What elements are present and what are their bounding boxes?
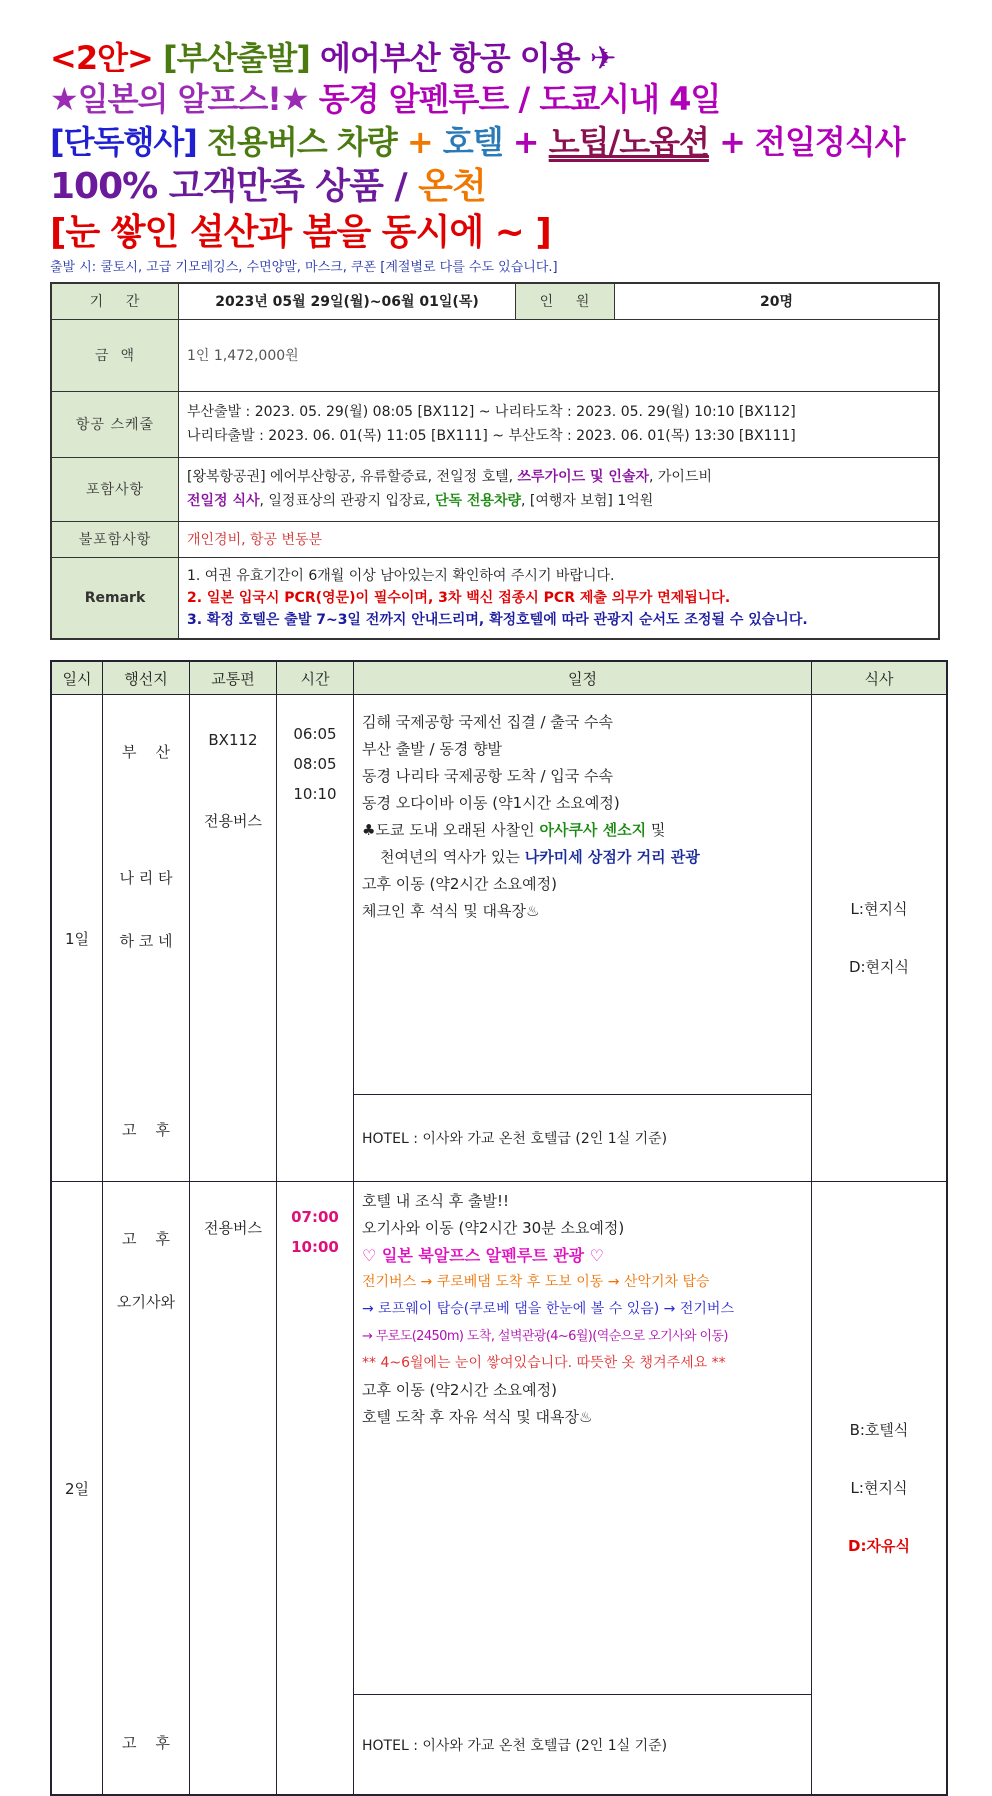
headline-hotel: 호텔 [442,123,503,161]
day2-places: 고 후 오기사와 고 후 [103,1182,190,1796]
period-label: 기 간 [51,283,179,319]
exclude-value: 개인경비, 항공 변동분 [179,521,940,557]
headline-notip: 노팁/노옵션 [548,123,709,161]
headline-5: [눈 쌓인 설산과 봄을 동시에 ~ ] [50,212,551,253]
include-label: 포함사항 [51,457,179,521]
headline-onsen: 온천 [418,166,486,207]
headline-1 [50,38,950,78]
headline-alps: ★일본의 알프스!★ [50,80,309,118]
info-table [50,282,940,640]
remark-3: 3. 확정 호텔은 출발 7~3일 전까지 안내드리며, 확정호텔에 따라 관광지 순서도 조정될 수 있습니다. [187,611,808,628]
headline-option: <2안> [50,39,153,77]
flight-return: 나리타출발 : 2023. 06. 01(목) 11:05 [BX111] ~ 부산도착 : 2023. 06. 01(목) 13:30 [BX111] [187,428,796,444]
day2-hotel: HOTEL : 이사와 가교 온천 호텔급 (2인 1실 기준) [354,1695,812,1795]
day1-plan: 김해 국제공항 국제선 집결 / 출국 수속 부산 출발 / 동경 향발 동경 나리타 국제공항 도착 / 입국 수속 동경 오다이바 이동 (약1시간 소요예정) ♣도쿄 도내 오래된 사찰인 아사쿠사 센소지 및 천여년의 역사가 있는 나카미세 상점가 거리 관광 고후 이동 (약2시간 소요예정) 체크인 후 석식 및 대욕장♨ [354,695,812,1095]
day1-times: 06:05 08:05 10:10 [277,695,354,1182]
headline-private: [단독행사] [50,123,197,161]
day2-times: 07:00 10:00 [277,1182,354,1796]
day1-meals: L:현지식 D:현지식 [812,695,948,1182]
col-transport: 교통편 [190,661,277,695]
headline-3: [단독행사] 전용버스 차량 + 호텔 + 노팁/노옵션 + 전일정식사 [50,123,905,161]
flight-schedule [179,391,940,457]
people-value: 20명 [615,283,940,319]
include-value: [왕복항공권] 에어부산항공, 유류할증료, 전일정 호텔, 쓰루가이드 및 인솔자, 가이드비 전일정 식사, 일정표상의 관광지 입장료, 단독 전용차량, [여행자 보험] 1억원 [179,457,940,521]
col-destination: 행선지 [103,661,190,695]
flight-outbound: 부산출발 : 2023. 05. 29(월) 08:05 [BX112] ~ 나리타도착 : 2023. 05. 29(월) 10:10 [BX112] [187,404,796,420]
col-date: 일시 [51,661,103,695]
headline-airline: 에어부산 항공 이용 ✈ [320,39,616,77]
headline-bus: 전용버스 차량 [207,123,397,161]
headline-meals: 전일정식사 [755,123,905,161]
day1-places: 부 산 나 리 타 하 코 네 고 후 [103,695,190,1182]
day1-transport: BX112 전용버스 [190,695,277,1182]
remark-label: Remark [51,557,179,639]
day2-label: 2일 [51,1182,103,1796]
price-label: 금 액 [51,319,179,391]
headline-tour-name: 동경 알펜루트 / 도쿄시내 4일 [318,80,721,118]
col-plan: 일정 [354,661,812,695]
price-value: 1인 1,472,000원 [179,319,940,391]
col-time: 시간 [277,661,354,695]
col-meal: 식사 [812,661,948,695]
remark-1: 1. 여권 유효기간이 6개월 이상 남아있는지 확인하여 주시기 바랍니다. [187,567,615,584]
day1-label: 1일 [51,695,103,1182]
day1-hotel: HOTEL : 이사와 가교 온천 호텔급 (2인 1실 기준) [354,1095,812,1182]
day2-plan: 호텔 내 조식 후 출발!! 오기사와 이동 (약2시간 30분 소요예정) ♡ 일본 북알프스 알펜루트 관광 ♡ 전기버스 → 쿠로베댐 도착 후 도보 이동 → 산악기차 탑승 → 로프웨이 탑승(쿠로베 댐을 한눈에 볼 수 있음) → 전기버스 → 무로도(2450m) 도착, 설벽관광(4~6월)(역순으로 오기사와 이동) ** 4~6월에는 눈이 쌓여있습니다. 따뜻한 옷 챙겨주세요 ** 고후 이동 (약2시간 소요예정) 호텔 도착 후 자유 석식 및 대욕장♨ [354,1182,812,1695]
schedule-table [50,660,948,1796]
day2-transport: 전용버스 [190,1182,277,1796]
remark-value [179,557,940,639]
people-label: 인 원 [516,283,615,319]
headline-satisfaction: 100% 고객만족 상품 / [50,166,407,207]
header [50,38,950,275]
headline-departure: [부산출발] [162,39,310,77]
day2-meals: B:호텔식 L:현지식 D:자유식 [812,1182,948,1796]
period-value: 2023년 05월 29일(월)~06월 01일(목) [179,283,516,319]
flight-label: 항공 스케줄 [51,391,179,457]
headline-4 [50,164,950,210]
exclude-label: 불포함사항 [51,521,179,557]
headline-2 [50,78,950,120]
remark-2: 2. 일본 입국시 PCR(영문)이 필수이며, 3차 백신 접종시 PCR 제출 의무가 면제됩니다. [187,589,731,606]
departure-note: 출발 시: 쿨토시, 고급 기모레깅스, 수면양말, 마스크, 쿠폰 [계절별로 다를 수도 있습니다.] [50,260,558,275]
